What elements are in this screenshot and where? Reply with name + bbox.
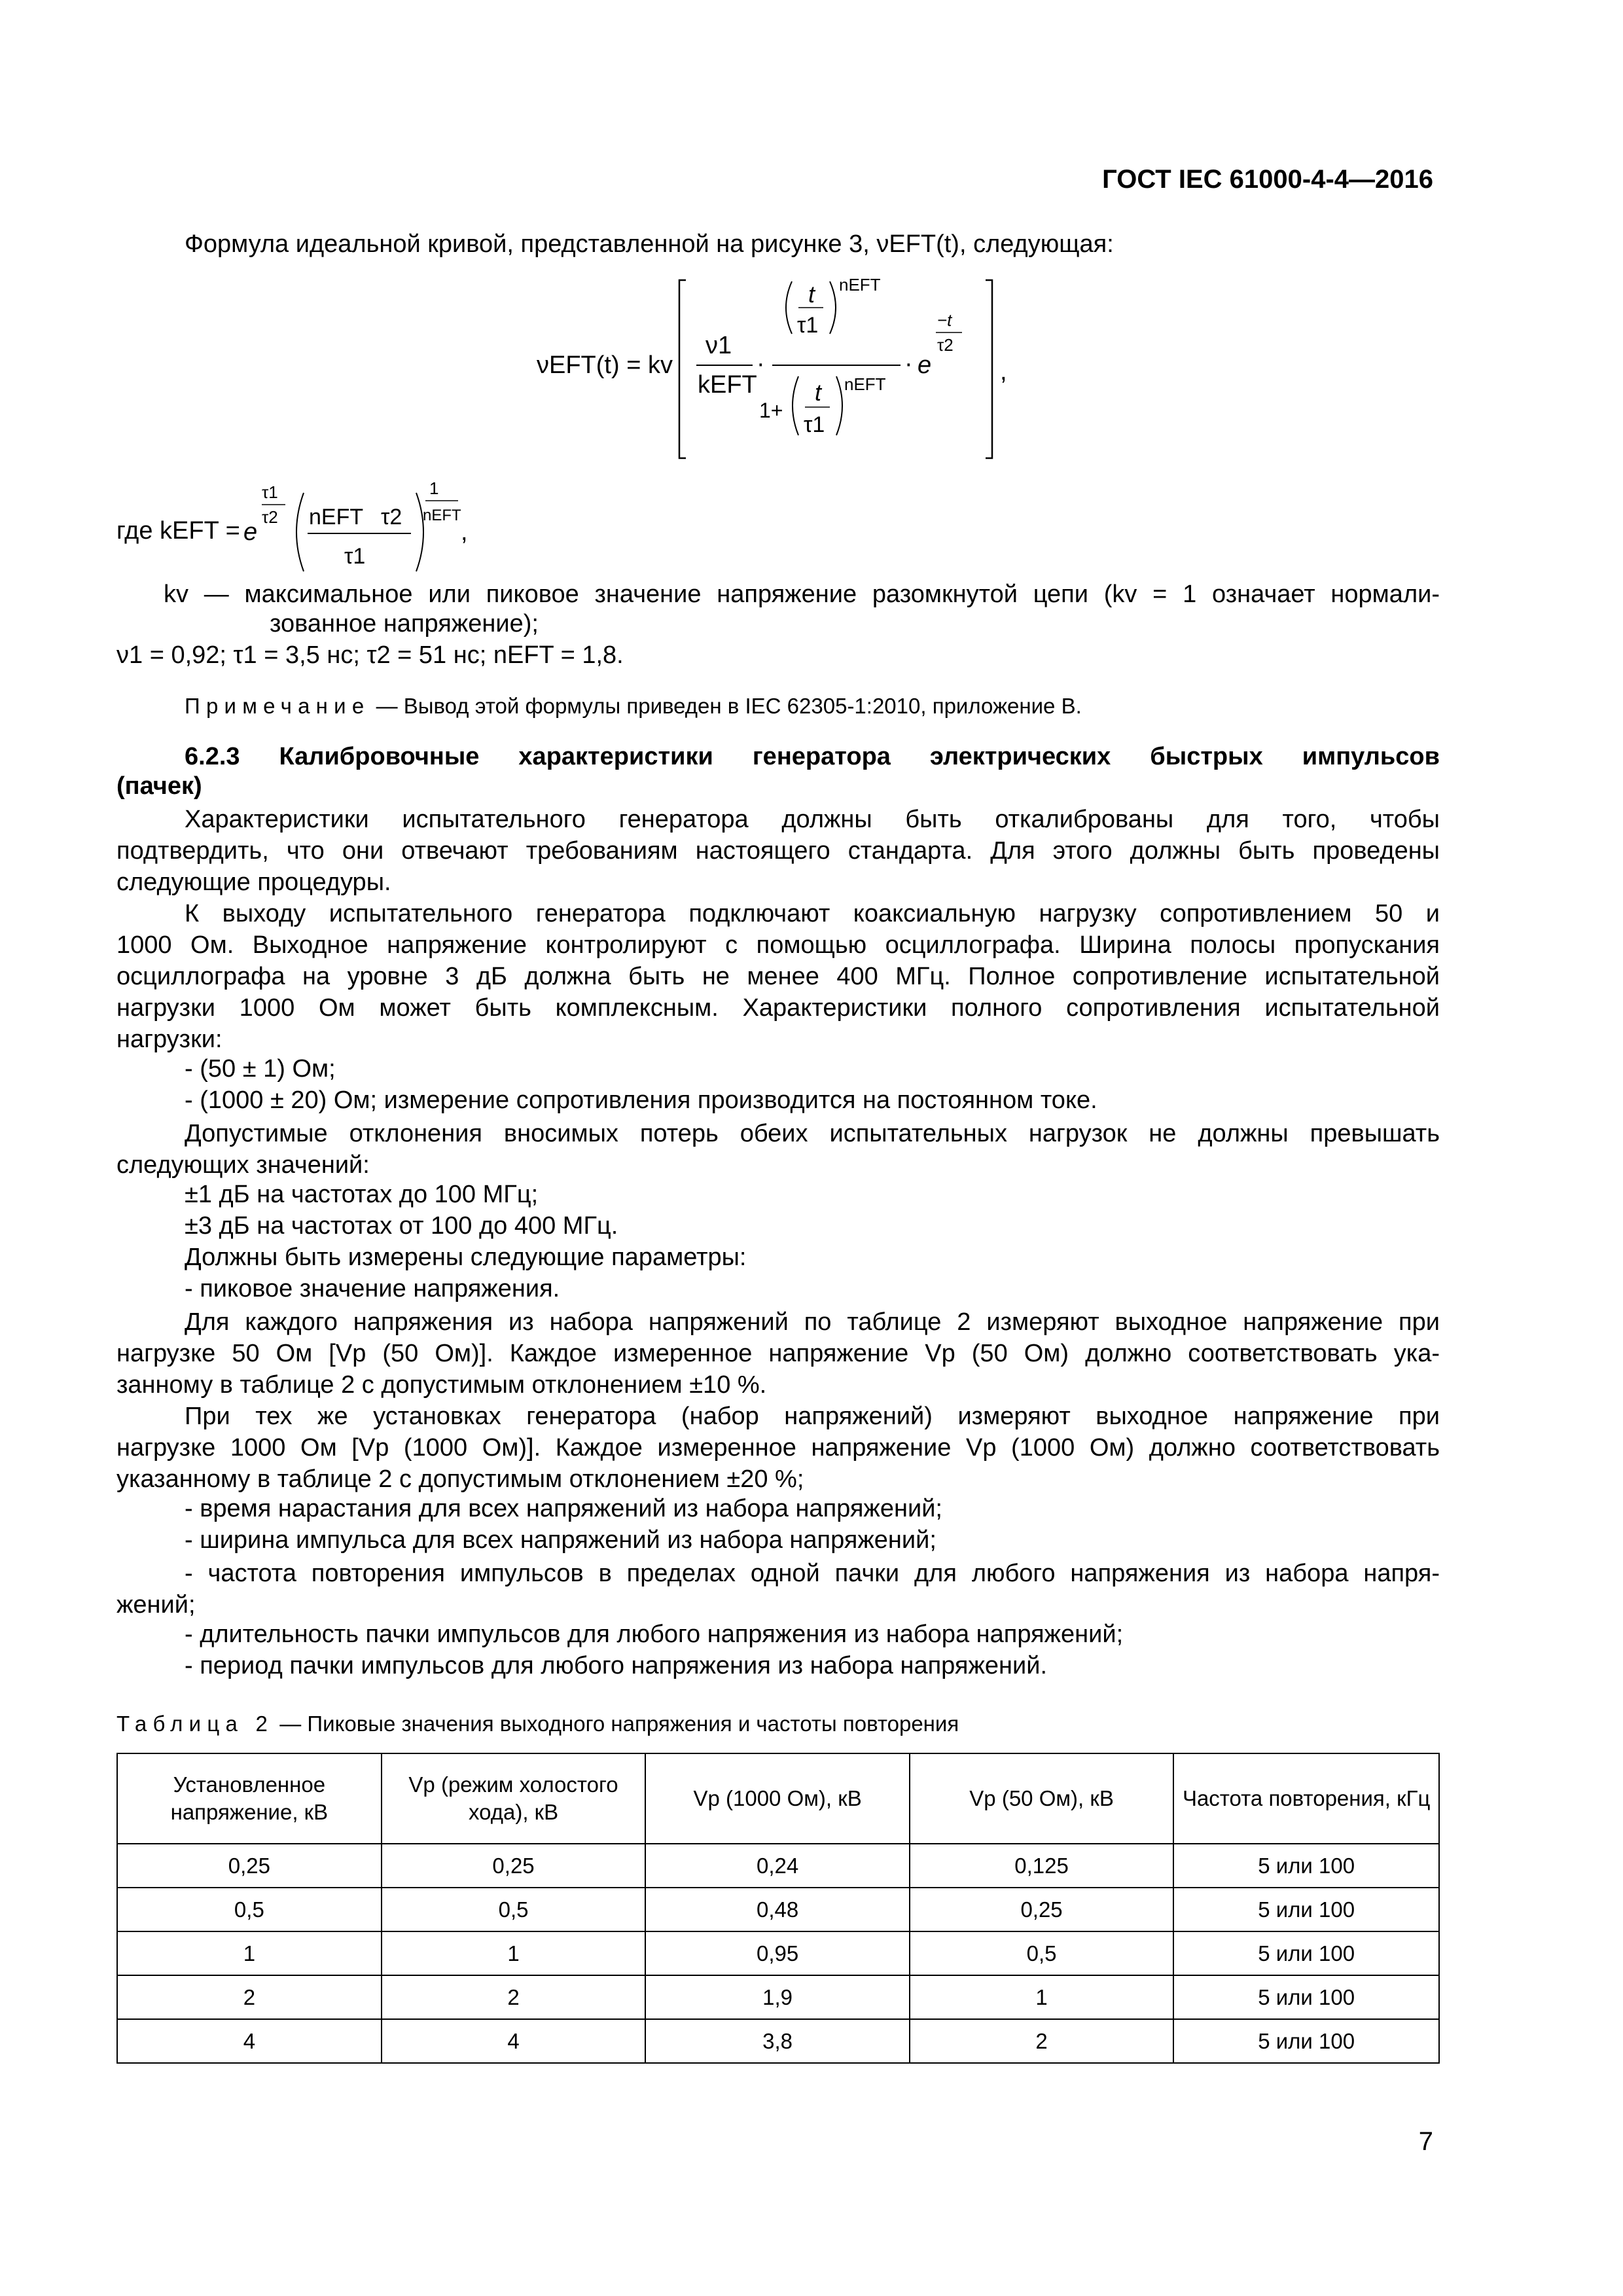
bullet-load-50: - (50 ± 1) Ом; xyxy=(185,1055,336,1083)
table-cell: 5 или 100 xyxy=(1173,2019,1439,2063)
paragraph-4: Должны быть измерены следующие параметры: xyxy=(185,1244,747,1271)
svg-text:τ2: τ2 xyxy=(381,505,402,529)
table-cell: 0,5 xyxy=(117,1888,382,1931)
note-text: — Вывод этой формулы приведен в IEC 62305-1:2010, приложение B. xyxy=(376,694,1082,718)
paragraph-2-line1: К выходу испытательного генератора подключают коаксиальную нагрузку сопротивлением 50 и xyxy=(185,900,1440,927)
svg-text:nEFT: nEFT xyxy=(844,374,886,394)
paragraph-3-line2: следующих значений: xyxy=(116,1151,370,1179)
table-cell: 5 или 100 xyxy=(1173,1931,1439,1975)
table-cell: 4 xyxy=(382,2019,646,2063)
bullet-repetition-line1: - частота повторения импульсов в пределах одной пачки для любого напряжения из набора напря- xyxy=(185,1560,1440,1587)
svg-text:τ2: τ2 xyxy=(262,507,278,527)
svg-text:,: , xyxy=(1000,358,1007,386)
bullet-tolerance-1db: ±1 дБ на частотах до 100 МГц; xyxy=(185,1181,539,1208)
table-cell: 1 xyxy=(910,1975,1173,2019)
table-header-cell: Установленное напряжение, кВ xyxy=(117,1753,382,1844)
svg-text:τ1: τ1 xyxy=(797,313,819,338)
page-number: 7 xyxy=(1418,2127,1433,2156)
bullet-burst-period: - период пачки импульсов для любого напряжения из набора напряжений. xyxy=(185,1652,1047,1679)
note-label: Примечание xyxy=(185,694,370,718)
svg-text:t: t xyxy=(815,379,822,406)
parameter-values: ν1 = 0,92; τ1 = 3,5 нс; τ2 = 51 нс; nEFT = 1,8. xyxy=(116,641,624,669)
table-cell: 5 или 100 xyxy=(1173,1888,1439,1931)
paragraph-1-line1: Характеристики испытательного генератора должны быть откалиброваны для того, чтобы xyxy=(185,806,1440,833)
formula-kEFT: kEFT xyxy=(698,371,757,399)
table-caption-label: Таблица 2 xyxy=(116,1712,274,1736)
svg-text:nEFT: nEFT xyxy=(423,507,461,524)
paragraph-2-line2: 1000 Ом. Выходное напряжение контролируют с помощью осциллографа. Ширина полосы пропускания xyxy=(116,931,1440,959)
table-cell: 0,5 xyxy=(910,1931,1173,1975)
svg-text:1+: 1+ xyxy=(759,399,783,422)
bullet-load-1000: - (1000 ± 20) Ом; измерение сопротивления производится на постоянном токе. xyxy=(185,1086,1097,1114)
table-row xyxy=(117,2019,1439,2063)
paragraph-6-line3: указанному в таблице 2 с допустимым отклонением ±20 %; xyxy=(116,1465,804,1493)
where-label: где kEFT = xyxy=(116,517,240,545)
bullet-tolerance-3db: ±3 дБ на частотах от 100 до 400 МГц. xyxy=(185,1212,618,1240)
svg-text:e: e xyxy=(918,351,932,379)
svg-text:nEFT: nEFT xyxy=(309,505,364,529)
table-cell: 0,95 xyxy=(645,1931,909,1975)
table-cell: 1,9 xyxy=(645,1975,909,2019)
svg-text:t: t xyxy=(808,281,815,308)
voltage-table xyxy=(116,1753,1440,2064)
table-cell: 0,25 xyxy=(382,1844,646,1888)
paragraph-5-line3: занному в таблице 2 с допустимым отклонением ±10 %. xyxy=(116,1371,767,1399)
table-row xyxy=(117,1844,1439,1888)
kEFT-formula xyxy=(236,475,471,579)
table-caption xyxy=(116,1712,959,1736)
bullet-rise-time: - время нарастания для всех напряжений из набора напряжений; xyxy=(185,1495,942,1522)
formula-bracket-left xyxy=(679,280,686,458)
table-cell: 0,24 xyxy=(645,1844,909,1888)
paragraph-6-line1: При тех же установках генератора (набор напряжений) измеряют выходное напряжение при xyxy=(185,1403,1440,1430)
table-row xyxy=(117,1888,1439,1931)
table-header-row xyxy=(117,1753,1439,1844)
table-cell: 5 или 100 xyxy=(1173,1844,1439,1888)
document-standard-header: ГОСТ IEC 61000-4-4—2016 xyxy=(1102,165,1433,194)
svg-text:,: , xyxy=(461,518,468,546)
paragraph-6-line2: нагрузке 1000 Ом [Vp (1000 Ом)]. Каждое измеренное напряжение Vp (1000 Ом) должно соответствовать xyxy=(116,1434,1440,1462)
table-cell: 2 xyxy=(382,1975,646,2019)
paragraph-1-line2: подтвердить, что они отвечают требованиям настоящего стандарта. Для этого должны быть проведены xyxy=(116,837,1440,865)
formula-lhs: νEFT(t) = kv xyxy=(537,351,673,379)
table-cell: 0,25 xyxy=(117,1844,382,1888)
paragraph-5-line1: Для каждого напряжения из набора напряжений по таблице 2 измеряют выходное напряжение при xyxy=(185,1308,1440,1336)
table-cell: 0,48 xyxy=(645,1888,909,1931)
section-title-line2: (пачек) xyxy=(116,772,202,800)
table-header-cell: Vp (1000 Ом), кВ xyxy=(645,1753,909,1844)
table-cell: 1 xyxy=(117,1931,382,1975)
kv-definition-line2: зованное напряжение); xyxy=(270,610,539,637)
table-cell: 0,5 xyxy=(382,1888,646,1931)
section-title-line1: 6.2.3 Калибровочные характеристики генератора электрических быстрых импульсов xyxy=(185,743,1440,770)
svg-text:·: · xyxy=(757,350,765,378)
svg-text:e: e xyxy=(243,518,258,546)
table-cell: 2 xyxy=(117,1975,382,2019)
table-header-cell: Частота повторения, кГц xyxy=(1173,1753,1439,1844)
table-cell: 0,25 xyxy=(910,1888,1173,1931)
bullet-pulse-width: - ширина импульса для всех напряжений из набора напряжений; xyxy=(185,1526,936,1554)
svg-text:τ1: τ1 xyxy=(804,412,825,437)
paragraph-3-line1: Допустимые отклонения вносимых потерь обеих испытательных нагрузок не должны превышать xyxy=(185,1120,1440,1147)
svg-text:−t: −t xyxy=(937,310,952,330)
formula-intro: Формула идеальной кривой, представленной на рисунке 3, νEFT(t), следующая: xyxy=(185,230,1114,258)
svg-text:τ1: τ1 xyxy=(262,482,278,502)
table-cell: 4 xyxy=(117,2019,382,2063)
table-cell: 0,125 xyxy=(910,1844,1173,1888)
paragraph-5-line2: нагрузке 50 Ом [Vp (50 Ом)]. Каждое измеренное напряжение Vp (50 Ом) должно соответствовать ука- xyxy=(116,1340,1440,1367)
bullet-burst-duration: - длительность пачки импульсов для любого напряжения из набора напряжений; xyxy=(185,1621,1124,1648)
table-row xyxy=(117,1931,1439,1975)
formula-bracket-right xyxy=(986,280,992,458)
kv-definition-line1: kv — максимальное или пиковое значение напряжение разомкнутой цепи (kv = 1 означает нормали- xyxy=(164,581,1440,608)
svg-text:·: · xyxy=(904,350,913,378)
svg-text:τ2: τ2 xyxy=(937,335,954,355)
bullet-peak-voltage: - пиковое значение напряжения. xyxy=(185,1275,560,1302)
table-header-cell: Vp (режим холостого хода), кВ xyxy=(382,1753,646,1844)
svg-text:1: 1 xyxy=(429,478,439,498)
paragraph-1-line3: следующие процедуры. xyxy=(116,869,391,896)
svg-text:nEFT: nEFT xyxy=(839,275,881,295)
table-row xyxy=(117,1975,1439,2019)
table-header-cell: Vp (50 Ом), кВ xyxy=(910,1753,1173,1844)
table-cell: 1 xyxy=(382,1931,646,1975)
formula-nu1: ν1 xyxy=(705,332,732,359)
svg-text:τ1: τ1 xyxy=(344,544,366,569)
table-cell: 2 xyxy=(910,2019,1173,2063)
bullet-repetition-line2: жений; xyxy=(116,1591,196,1619)
paragraph-2-line4: нагрузки 1000 Ом может быть комплексным. Характеристики полного сопротивления испытательной xyxy=(116,994,1440,1022)
table-caption-text: — Пиковые значения выходного напряжения и частоты повторения xyxy=(279,1712,959,1736)
paragraph-2-line5: нагрузки: xyxy=(116,1026,223,1053)
table-cell: 3,8 xyxy=(645,2019,909,2063)
table-cell: 5 или 100 xyxy=(1173,1975,1439,2019)
paragraph-2-line3: осциллографа на уровне 3 дБ должна быть не менее 400 МГц. Полное сопротивление испытательной xyxy=(116,963,1440,990)
main-formula xyxy=(537,268,1060,465)
note xyxy=(185,694,1082,719)
